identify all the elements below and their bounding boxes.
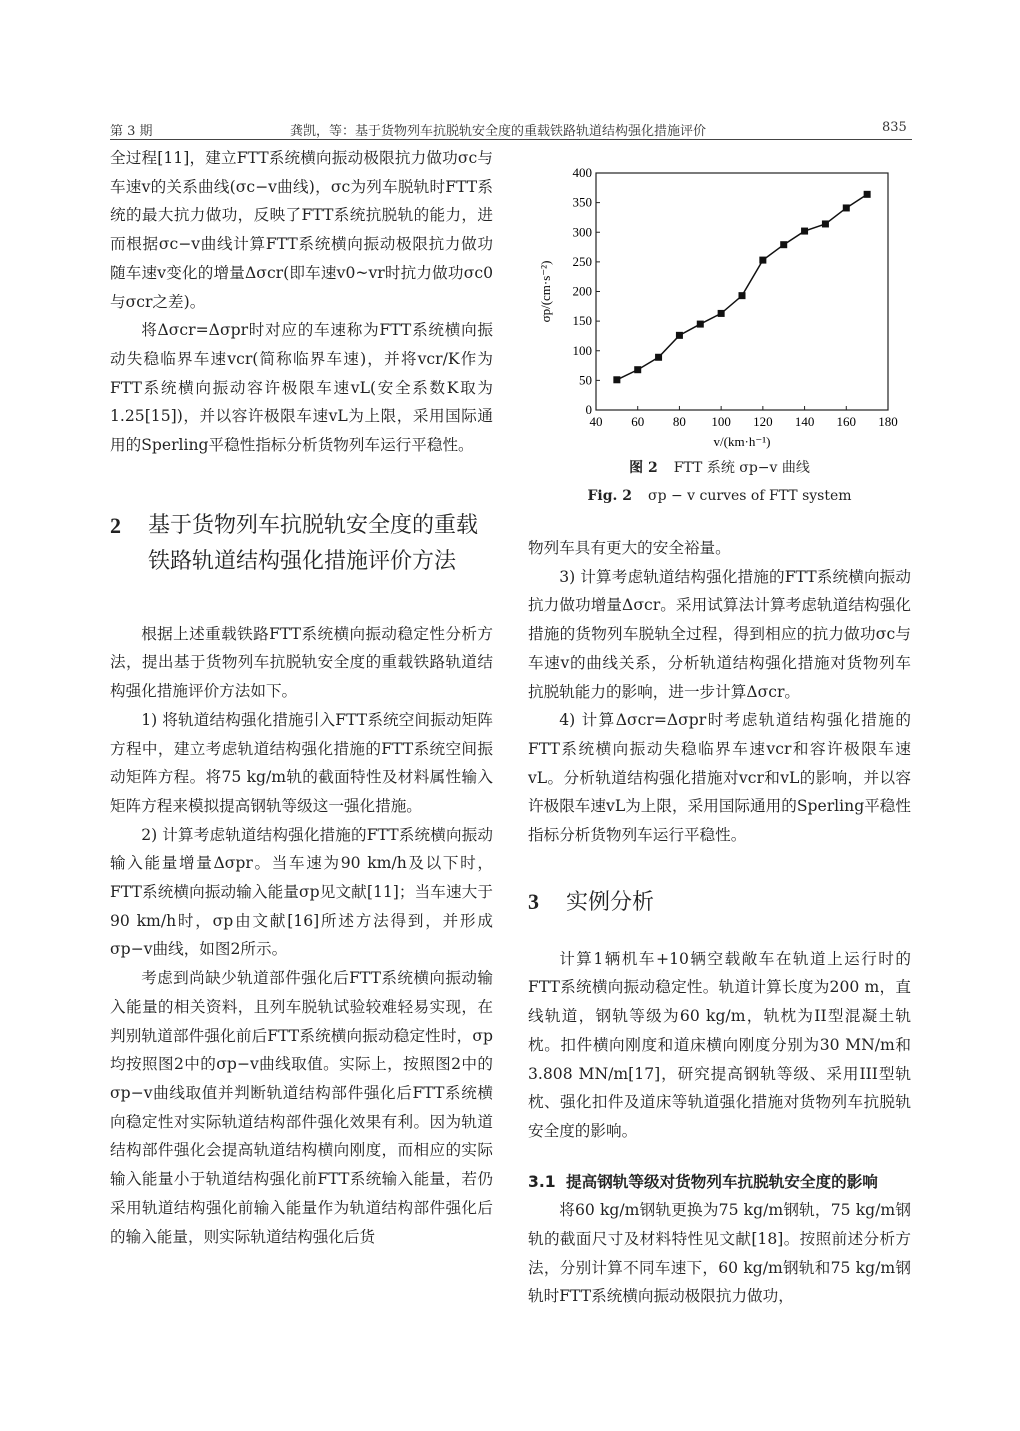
paragraph: 计算1辆机车+10辆空载敞车在轨道上运行时的FTT系统横向振动稳定性。轨道计算长度为200 m，直线轨道，钢轨等级为60 kg/m，轨枕为II型混凝土轨枕。扣件横向刚度和道床横向刚度分别为30 MN/m和3.808 MN/m[17]，研究提高钢轨等级、采用III型轨枕、强化扣件及道床等轨道强化措施对货物列车抗脱轨安全度的影响。	[528, 949, 911, 1140]
data-point	[780, 241, 787, 248]
data-point	[718, 310, 725, 317]
paragraph: 3) 计算考虑轨道结构强化措施的FTT系统横向振动抗力做功增量Δσcr。采用试算法计算考虑轨道结构强化措施的货物列车脱轨全过程，得到相应的抗力做功σc与车速v的曲线关系，分析轨道结构强化措施对货物列车抗脱轨能力的影响，进一步计算Δσcr。	[528, 567, 911, 701]
header-rule	[110, 139, 912, 140]
x-tick-label: 160	[836, 414, 857, 429]
paragraph: 1) 将轨道结构强化措施引入FTT系统空间振动矩阵方程中，建立考虑轨道结构强化措施的FTT系统空间振动矩阵方程。将75 kg/m轨的截面特性及材料属性输入矩阵方程来模拟提高钢轨等级这一强化措施。	[110, 710, 493, 815]
x-tick-label: 140	[794, 414, 815, 429]
section-number: 3.1	[528, 1172, 556, 1191]
section-number: 3	[528, 888, 539, 914]
x-axis-label: v/(km·h⁻¹)	[713, 434, 771, 449]
issue-number: 第 3 期	[110, 124, 153, 139]
subsection-heading-3-1	[528, 1168, 911, 1197]
data-point	[697, 321, 704, 328]
section-number: 2	[110, 512, 121, 538]
running-title: 龚凯，等：基于货物列车抗脱轨安全度的重载铁路轨道结构强化措施评价	[290, 124, 707, 139]
data-point	[634, 366, 641, 373]
data-point	[655, 354, 662, 361]
paragraph: 将60 kg/m钢轨更换为75 kg/m钢轨，75 kg/m钢轨的截面尺寸及材料特性见文献[18]。按照前述分析方法，分别计算不同车速下，60 kg/m钢轨和75 kg/m钢轨时FTT系统横向振动极限抗力做功，	[528, 1201, 911, 1306]
data-point	[822, 220, 829, 227]
section-title: 提高钢轨等级对货物列车抗脱轨安全度的影响	[566, 1172, 878, 1191]
data-point	[864, 191, 871, 198]
page-number: 835	[882, 120, 907, 135]
y-tick-label: 0	[585, 402, 592, 417]
y-tick-label: 200	[572, 283, 592, 299]
x-tick-label: 180	[878, 414, 898, 429]
x-tick-label: 40	[589, 414, 603, 429]
section-heading-2	[110, 508, 493, 580]
paragraph: 物列车具有更大的安全裕量。	[528, 539, 731, 557]
figure-title: σp − v curves of FTT system	[648, 488, 852, 504]
x-tick-label: 120	[753, 414, 773, 429]
paragraph: 全过程[11]，建立FTT系统横向振动极限抗力做功σc与车速v的关系曲线(σc−v曲线)，σc为列车脱轨时FTT系统的最大抗力做功，反映了FTT系统抗脱轨的能力，进而根据σc−v曲线计算FTT系统横向振动极限抗力做功随车速v变化的增量Δσcr(即车速v0~vr时抗力做功σc0与σcr之差)。	[110, 149, 493, 311]
x-tick-label: 60	[631, 414, 645, 429]
x-tick-label: 100	[711, 414, 731, 429]
paragraph: 考虑到尚缺少轨道部件强化后FTT系统横向振动输入能量的相关资料，且列车脱轨试验较难轻易实现，在判别轨道部件强化前后FTT系统横向振动稳定性时，σp均按照图2中的σp−v曲线取值。实际上，按照图2中的σp−v曲线取值并判断轨道结构部件强化后FTT系统横向稳定性对实际轨道结构部件强化效果有利。因为轨道结构部件强化会提高轨道结构横向刚度，而相应的实际输入能量小于轨道结构强化前FTT系统输入能量，若仍采用轨道结构强化前输入能量作为轨道结构部件强化后的输入能量，则实际轨道结构强化后货	[110, 969, 493, 1246]
data-point	[843, 204, 850, 211]
y-axis-label: σp/(cm·s⁻²)	[538, 260, 553, 323]
figure-caption-en	[528, 482, 911, 510]
y-tick-label: 150	[572, 313, 592, 329]
figure-label: Fig. 2	[587, 488, 633, 504]
y-tick-label: 250	[572, 253, 592, 269]
sigma-p-v-chart	[528, 160, 911, 450]
y-tick-label: 400	[572, 165, 592, 180]
data-point	[613, 376, 620, 383]
y-tick-label: 300	[572, 224, 592, 240]
y-tick-label: 50	[579, 372, 592, 388]
figure-title: FTT 系统 σp−v 曲线	[673, 460, 810, 476]
data-point	[676, 332, 683, 339]
paragraph: 4) 计算Δσcr=Δσpr时考虑轨道结构强化措施的FTT系统横向振动失稳临界车速vcr和容许极限车速vL。分析轨道结构强化措施对vcr和vL的影响，并以容许极限车速vL为上限，采用国际通用的Sperling平稳性指标分析货物列车运行平稳性。	[528, 711, 911, 845]
data-point	[801, 228, 808, 235]
right-column	[528, 160, 911, 1311]
y-tick-label: 350	[572, 194, 592, 210]
paragraph: 根据上述重载铁路FTT系统横向振动稳定性分析方法，提出基于货物列车抗脱轨安全度的重载铁路轨道结构强化措施评价方法如下。	[110, 624, 493, 701]
section-title: 实例分析	[566, 889, 655, 915]
y-tick-label: 100	[572, 342, 592, 358]
section-title: 基于货物列车抗脱轨安全度的重载铁路轨道结构强化措施评价方法	[148, 512, 479, 574]
section-heading-3	[528, 884, 911, 921]
x-tick-label: 80	[672, 414, 686, 429]
data-point	[759, 257, 766, 264]
paragraph: 将Δσcr=Δσpr时对应的车速称为FTT系统横向振动失稳临界车速vcr(简称临界车速)，并将vcr/K作为FTT系统横向振动容许极限车速vL(安全系数K取为1.25[15])，并以容许极限车速vL为上限，采用国际通用的Sperling平稳性指标分析货物列车运行平稳性。	[110, 321, 493, 455]
figure-label: 图 2	[629, 460, 658, 476]
series-line	[617, 194, 867, 379]
data-point	[739, 292, 746, 299]
figure-caption-cn	[528, 454, 911, 482]
paragraph: 2) 计算考虑轨道结构强化措施的FTT系统横向振动输入能量增量Δσpr。当车速为90 km/h及以下时，FTT系统横向振动输入能量σp见文献[11]；当车速大于90 km/h时，σp由文献[16]所述方法得到，并形成σp−v曲线，如图2所示。	[110, 825, 493, 959]
left-column	[110, 144, 493, 1251]
